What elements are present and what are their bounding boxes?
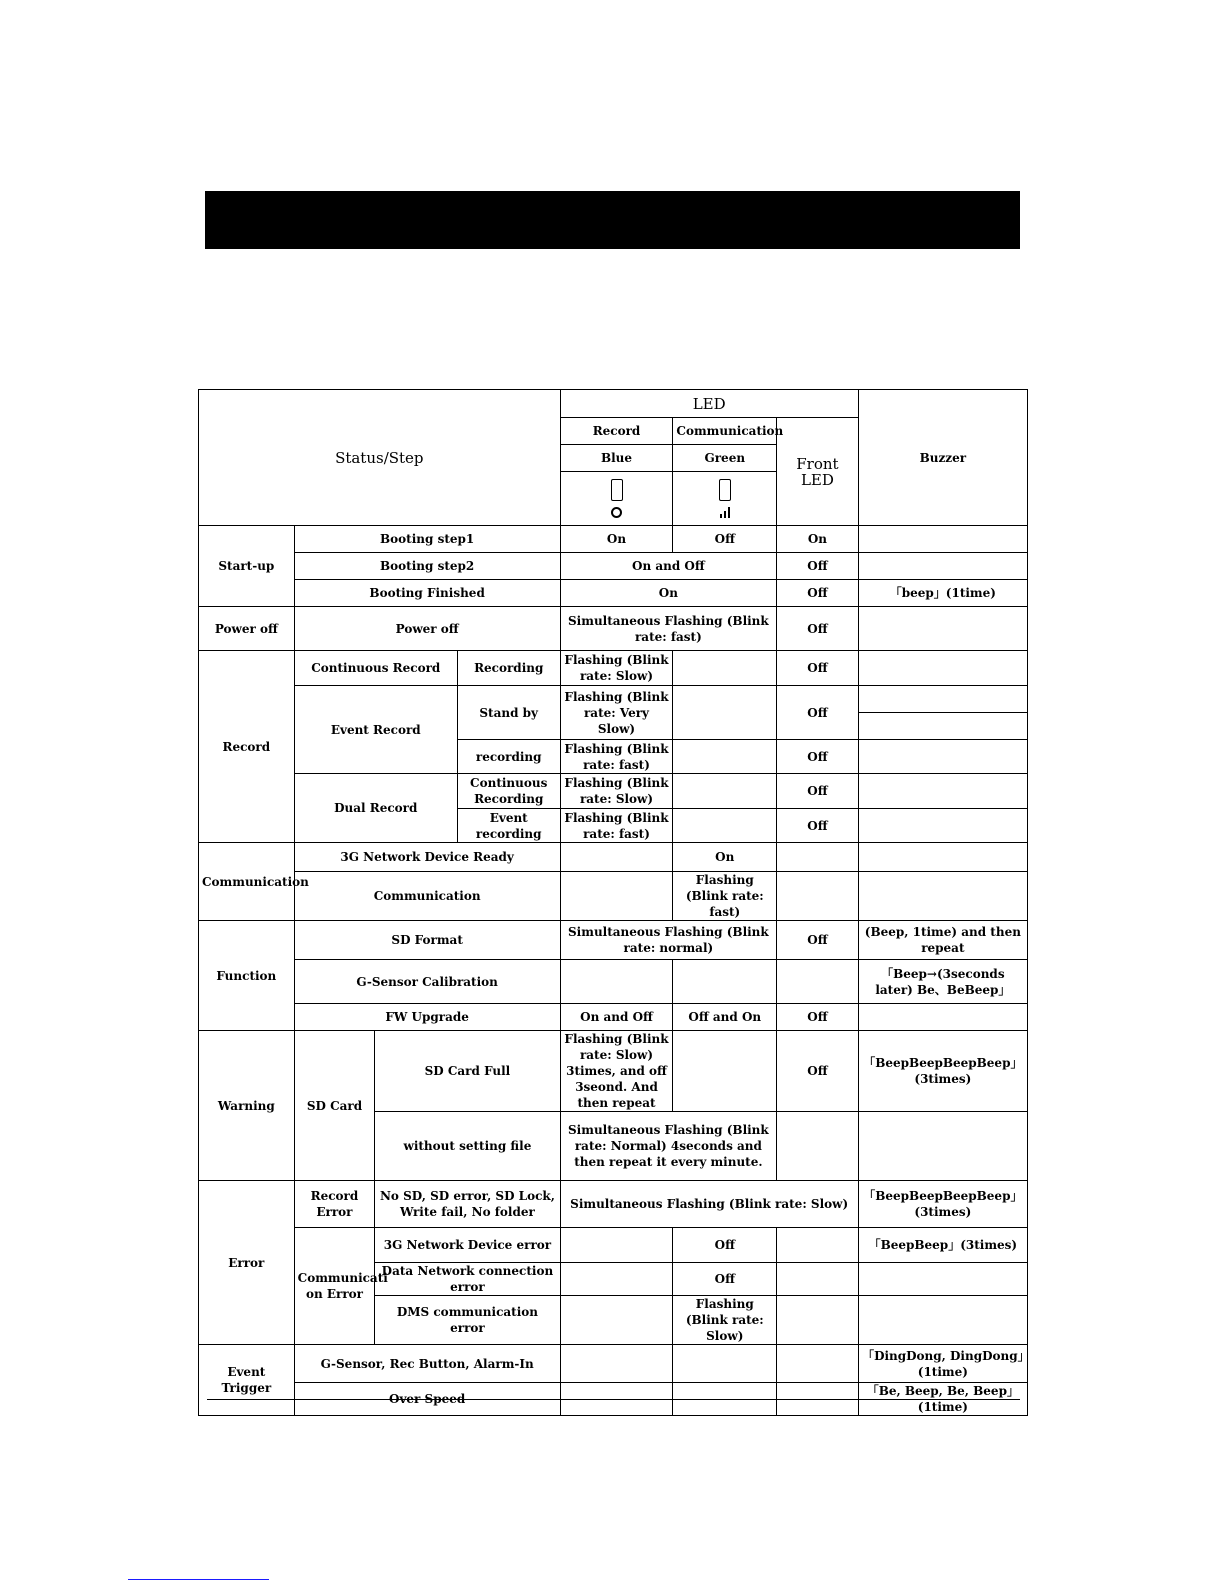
communication-step: Communication bbox=[294, 872, 560, 921]
event-record: Event Record bbox=[294, 686, 457, 774]
data-network-error: Data Network connection error bbox=[375, 1263, 560, 1296]
communication-green: Flashing (Blink rate: fast) bbox=[673, 872, 777, 921]
sd-card-full-front: Off bbox=[777, 1031, 859, 1112]
booting-step2: Booting step2 bbox=[294, 553, 560, 580]
event-standby-sub: Stand by bbox=[457, 686, 560, 740]
booting-finished-leds: On bbox=[560, 580, 777, 607]
data-network-error-green: Off bbox=[673, 1263, 777, 1296]
page-link-underline[interactable] bbox=[128, 1579, 269, 1580]
dms-error-green: Flashing (Blink rate: Slow) bbox=[673, 1296, 777, 1345]
gsensor-calibration-green bbox=[673, 960, 777, 1004]
booting-step2-buzzer bbox=[858, 553, 1027, 580]
communication-buzzer bbox=[858, 872, 1027, 921]
network-device-error-blue bbox=[560, 1228, 673, 1263]
fw-upgrade-front: Off bbox=[777, 1004, 859, 1031]
sd-card-full-green bbox=[673, 1031, 777, 1112]
communication-front bbox=[777, 872, 859, 921]
without-setting-file: without setting file bbox=[375, 1112, 560, 1181]
sd-format: SD Format bbox=[294, 921, 560, 960]
dual-continuous-green bbox=[673, 774, 777, 809]
communication-label: Communication bbox=[199, 843, 295, 921]
record-error-detail: No SD, SD error, SD Lock, Write fail, No folder bbox=[375, 1181, 560, 1228]
sd-card-full: SD Card Full bbox=[375, 1031, 560, 1112]
dual-event-sub: Event recording bbox=[457, 809, 560, 843]
event-recording-blue: Flashing (Blink rate: fast) bbox=[560, 740, 673, 774]
power-off-buzzer bbox=[858, 607, 1027, 651]
data-network-error-blue bbox=[560, 1263, 673, 1296]
footer-rule bbox=[207, 1399, 1020, 1400]
continuous-record-buzzer bbox=[858, 651, 1027, 686]
dual-continuous-sub: Continuous Recording bbox=[457, 774, 560, 809]
event-standby-blue: Flashing (Blink rate: Very Slow) bbox=[560, 686, 673, 740]
booting-finished-front: Off bbox=[777, 580, 859, 607]
event-recording-sub: recording bbox=[457, 740, 560, 774]
error-label: Error bbox=[199, 1181, 295, 1345]
gsensor-calibration-blue bbox=[560, 960, 673, 1004]
power-off-front: Off bbox=[777, 607, 859, 651]
dual-record: Dual Record bbox=[294, 774, 457, 843]
booting-finished-buzzer: 「beep」(1time) bbox=[858, 580, 1027, 607]
without-setting-file-buzzer bbox=[858, 1112, 1027, 1181]
section-title-bar bbox=[205, 191, 1020, 249]
network-ready: 3G Network Device Ready bbox=[294, 843, 560, 872]
communication-blue bbox=[560, 872, 673, 921]
record-led-header: Record bbox=[560, 418, 673, 445]
gsensor-trigger-green bbox=[673, 1345, 777, 1383]
dms-error-buzzer bbox=[858, 1296, 1027, 1345]
event-standby-buzzer bbox=[858, 686, 1027, 740]
sd-format-leds: Simultaneous Flashing (Blink rate: normal) bbox=[560, 921, 777, 960]
record-led-icon bbox=[611, 479, 623, 518]
dual-continuous-blue: Flashing (Blink rate: Slow) bbox=[560, 774, 673, 809]
communication-error: Communicati on Error bbox=[294, 1228, 375, 1345]
network-ready-buzzer bbox=[858, 843, 1027, 872]
buzzer-header: Buzzer bbox=[858, 390, 1027, 526]
gsensor-trigger: G-Sensor, Rec Button, Alarm-In bbox=[294, 1345, 560, 1383]
continuous-record: Continuous Record bbox=[294, 651, 457, 686]
sd-format-buzzer: (Beep, 1time) and then repeat bbox=[858, 921, 1027, 960]
network-device-error-buzzer: 「BeepBeep」(3times) bbox=[858, 1228, 1027, 1263]
continuous-record-blue: Flashing (Blink rate: Slow) bbox=[560, 651, 673, 686]
event-recording-front: Off bbox=[777, 740, 859, 774]
network-device-error: 3G Network Device error bbox=[375, 1228, 560, 1263]
dms-error: DMS communication error bbox=[375, 1296, 560, 1345]
continuous-record-sub: Recording bbox=[457, 651, 560, 686]
gsensor-trigger-buzzer: 「DingDong, DingDong」(1time) bbox=[858, 1345, 1027, 1383]
gsensor-trigger-front bbox=[777, 1345, 859, 1383]
fw-upgrade: FW Upgrade bbox=[294, 1004, 560, 1031]
network-device-error-front bbox=[777, 1228, 859, 1263]
power-off-label: Power off bbox=[199, 607, 295, 651]
booting-step1-blue: On bbox=[560, 526, 673, 553]
signal-led-icon bbox=[719, 479, 731, 518]
status-step-header: Status/Step bbox=[199, 390, 561, 526]
without-setting-file-leds: Simultaneous Flashing (Blink rate: Normal) 4seconds and then repeat it every minute. bbox=[560, 1112, 777, 1181]
dual-continuous-front: Off bbox=[777, 774, 859, 809]
booting-step1-green: Off bbox=[673, 526, 777, 553]
record-label: Record bbox=[199, 651, 295, 843]
network-ready-green: On bbox=[673, 843, 777, 872]
blue-header: Blue bbox=[560, 445, 673, 472]
front-led-header: Front LED bbox=[777, 418, 859, 526]
booting-step2-front: Off bbox=[777, 553, 859, 580]
warning-label: Warning bbox=[199, 1031, 295, 1181]
booting-step1-front: On bbox=[777, 526, 859, 553]
network-ready-blue bbox=[560, 843, 673, 872]
fw-upgrade-blue: On and Off bbox=[560, 1004, 673, 1031]
over-speed-buzzer: 「Be, Beep, Be, Beep」(1time) bbox=[858, 1383, 1027, 1416]
fw-upgrade-buzzer bbox=[858, 1004, 1027, 1031]
dual-event-green bbox=[673, 809, 777, 843]
gsensor-calibration-front bbox=[777, 960, 859, 1004]
record-error-leds: Simultaneous Flashing (Blink rate: Slow) bbox=[560, 1181, 858, 1228]
booting-finished: Booting Finished bbox=[294, 580, 560, 607]
event-recording-green bbox=[673, 740, 777, 774]
sd-format-front: Off bbox=[777, 921, 859, 960]
network-device-error-green: Off bbox=[673, 1228, 777, 1263]
green-header: Green bbox=[673, 445, 777, 472]
record-led-icon-cell bbox=[560, 472, 673, 526]
over-speed: Over Speed bbox=[294, 1383, 560, 1416]
continuous-record-front: Off bbox=[777, 651, 859, 686]
record-error: Record Error bbox=[294, 1181, 375, 1228]
event-recording-buzzer bbox=[858, 740, 1027, 774]
dual-event-blue: Flashing (Blink rate: fast) bbox=[560, 809, 673, 843]
dual-continuous-buzzer bbox=[858, 774, 1027, 809]
sd-card-full-buzzer: 「BeepBeepBeepBeep」(3times) bbox=[858, 1031, 1027, 1112]
sd-card-full-blue: Flashing (Blink rate: Slow) 3times, and off 3seond. And then repeat bbox=[560, 1031, 673, 1112]
power-off-leds: Simultaneous Flashing (Blink rate: fast) bbox=[560, 607, 777, 651]
booting-step1: Booting step1 bbox=[294, 526, 560, 553]
event-standby-front: Off bbox=[777, 686, 859, 740]
record-error-buzzer: 「BeepBeepBeepBeep」(3times) bbox=[858, 1181, 1027, 1228]
power-off-step: Power off bbox=[294, 607, 560, 651]
communication-led-icon-cell bbox=[673, 472, 777, 526]
function-label: Function bbox=[199, 921, 295, 1031]
data-network-error-buzzer bbox=[858, 1263, 1027, 1296]
network-ready-front bbox=[777, 843, 859, 872]
without-setting-file-front bbox=[777, 1112, 859, 1181]
event-trigger-label: Event Trigger bbox=[199, 1345, 295, 1416]
dms-error-blue bbox=[560, 1296, 673, 1345]
dms-error-front bbox=[777, 1296, 859, 1345]
continuous-record-green bbox=[673, 651, 777, 686]
gsensor-calibration-buzzer: 「Beep→(3seconds later) Be、BeBeep」 bbox=[858, 960, 1027, 1004]
dual-event-front: Off bbox=[777, 809, 859, 843]
communication-led-header: Communication bbox=[673, 418, 777, 445]
event-standby-green bbox=[673, 686, 777, 740]
dual-event-buzzer bbox=[858, 809, 1027, 843]
gsensor-calibration: G-Sensor Calibration bbox=[294, 960, 560, 1004]
booting-step1-buzzer bbox=[858, 526, 1027, 553]
led-header: LED bbox=[560, 390, 858, 418]
sd-card-label: SD Card bbox=[294, 1031, 375, 1181]
startup-label: Start-up bbox=[199, 526, 295, 607]
booting-step2-leds: On and Off bbox=[560, 553, 777, 580]
data-network-error-front bbox=[777, 1263, 859, 1296]
led-buzzer-status-table bbox=[198, 389, 1028, 1416]
fw-upgrade-green: Off and On bbox=[673, 1004, 777, 1031]
gsensor-trigger-blue bbox=[560, 1345, 673, 1383]
